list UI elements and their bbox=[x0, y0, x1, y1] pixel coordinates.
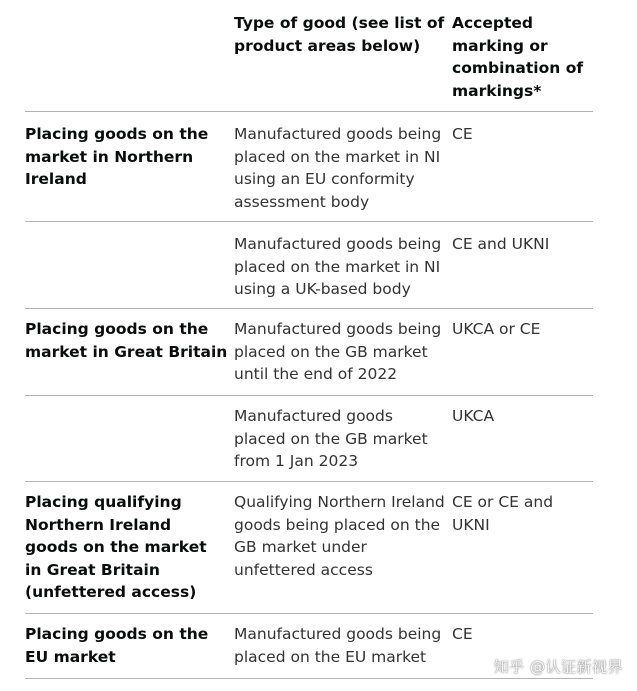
row-type: Qualifying Northern Ireland goods being placed on the GB market under unfettered access bbox=[234, 493, 445, 579]
row-scenario bbox=[25, 233, 234, 308]
row-scenario: Placing goods on the EU market bbox=[25, 625, 209, 666]
row-type: Manufactured goods being placed on the market in NI using a UK-based body bbox=[234, 235, 442, 298]
header-accepted-marking: Accepted marking or combination of markings* bbox=[452, 14, 584, 100]
table-row bbox=[25, 222, 593, 309]
row-scenario: Placing qualifying Northern Ireland goods on the market in Great Britain (unfettered access) bbox=[25, 493, 207, 601]
row-marking: CE bbox=[452, 125, 473, 143]
table-row bbox=[25, 309, 593, 396]
row-type: Manufactured goods being placed on the GB market until the end of 2022 bbox=[234, 320, 442, 383]
header-type-of-good: Type of good (see list of product areas below) bbox=[234, 14, 445, 55]
row-scenario: Placing goods on the market in Northern Ireland bbox=[25, 125, 209, 188]
table-row bbox=[25, 482, 593, 614]
table-header-row bbox=[25, 0, 593, 112]
row-marking: UKCA or CE bbox=[452, 320, 541, 338]
row-scenario bbox=[25, 405, 234, 481]
row-marking: CE bbox=[452, 625, 473, 643]
watermark: 知乎 @认证新视界 bbox=[493, 658, 623, 676]
row-type: Manufactured goods being placed on the EU market bbox=[234, 625, 442, 666]
markings-table bbox=[25, 0, 593, 679]
row-marking: UKCA bbox=[452, 407, 495, 425]
header-scenario bbox=[25, 12, 234, 111]
row-scenario: Placing goods on the market in Great Britain bbox=[25, 320, 228, 361]
row-type: Manufactured goods placed on the GB market from 1 Jan 2023 bbox=[234, 407, 428, 470]
row-marking: CE and UKNI bbox=[452, 235, 550, 253]
table-row bbox=[25, 396, 593, 482]
row-marking: CE or CE and UKNI bbox=[452, 493, 554, 534]
table-row bbox=[25, 112, 593, 222]
row-type: Manufactured goods being placed on the market in NI using an EU conformity assessment body bbox=[234, 125, 442, 211]
